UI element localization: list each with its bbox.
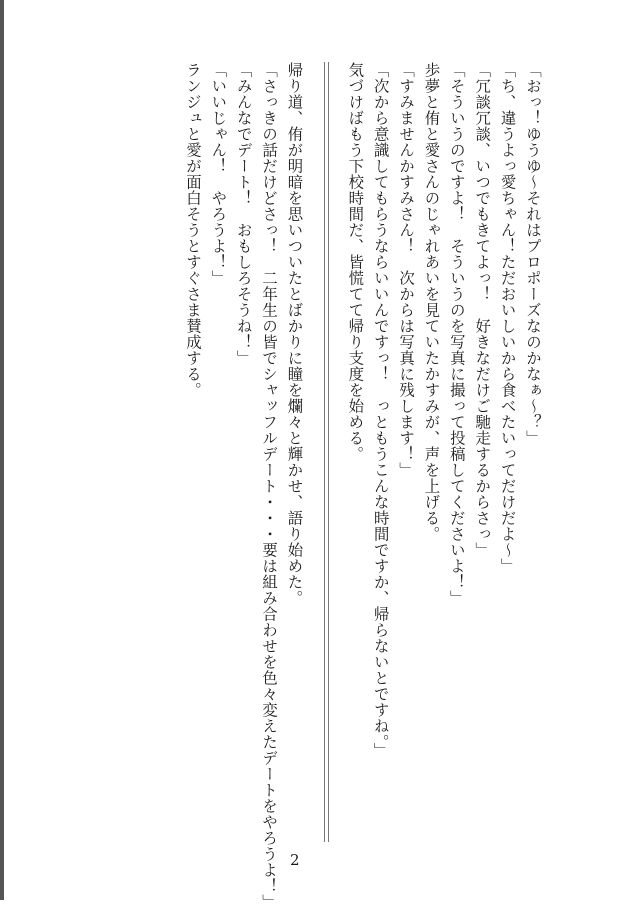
text-line: 「さっきの話だけどさっ！ 二年生の皆でシャッフルデート・・・要は組み合わせを色々変えたデートをやろうよ！」 [260, 62, 279, 910]
text-line: 「おっ！ゆうゆ～それはプロポーズなのかなぁ～？」 [524, 62, 542, 446]
vertical-text-body [183, 62, 542, 910]
text-line: 「冗談冗談、いつでもきてよっ！ 好きなだけご馳走するからさっ」 [473, 62, 492, 558]
text-line: 「みんなでデート！ おもしろそうね！」 [234, 62, 253, 366]
text-line: ランジュと愛が面白そうとすぐさま賛成する。 [183, 62, 202, 398]
text-line: 歩夢と侑と愛さんのじゃれあいを見ていたかすみが、声を上げる。 [422, 62, 441, 542]
text-line: 気づけばもう下校時間だ、皆慌てて帰り支度を始める。 [346, 62, 365, 462]
page-number: 2 [290, 851, 300, 869]
text-line: 帰り道、侑が明暗を思いついたとばかりに瞳を爛々と輝かせ、語り始めた。 [285, 62, 304, 606]
text-line: 「次から意識してもらうならいいんですっ！ っともうこんな時間ですか、帰らないとですね。」 [371, 62, 390, 759]
text-line: 「そういうのですよ！ そういうのを写真に撮って投稿してくださいよ！」 [447, 62, 466, 606]
section-break-rule [324, 62, 329, 842]
text-line: 「ち、違うよっ愛ちゃん！ただおいしいから食べたいってだけだよ～」 [498, 62, 517, 574]
document-page [4, 0, 634, 910]
text-line: 「すみませんかすみさん！ 次からは写真に残します！」 [397, 62, 416, 478]
text-line: 「いいじゃん！ やろうよ！」 [209, 62, 228, 286]
